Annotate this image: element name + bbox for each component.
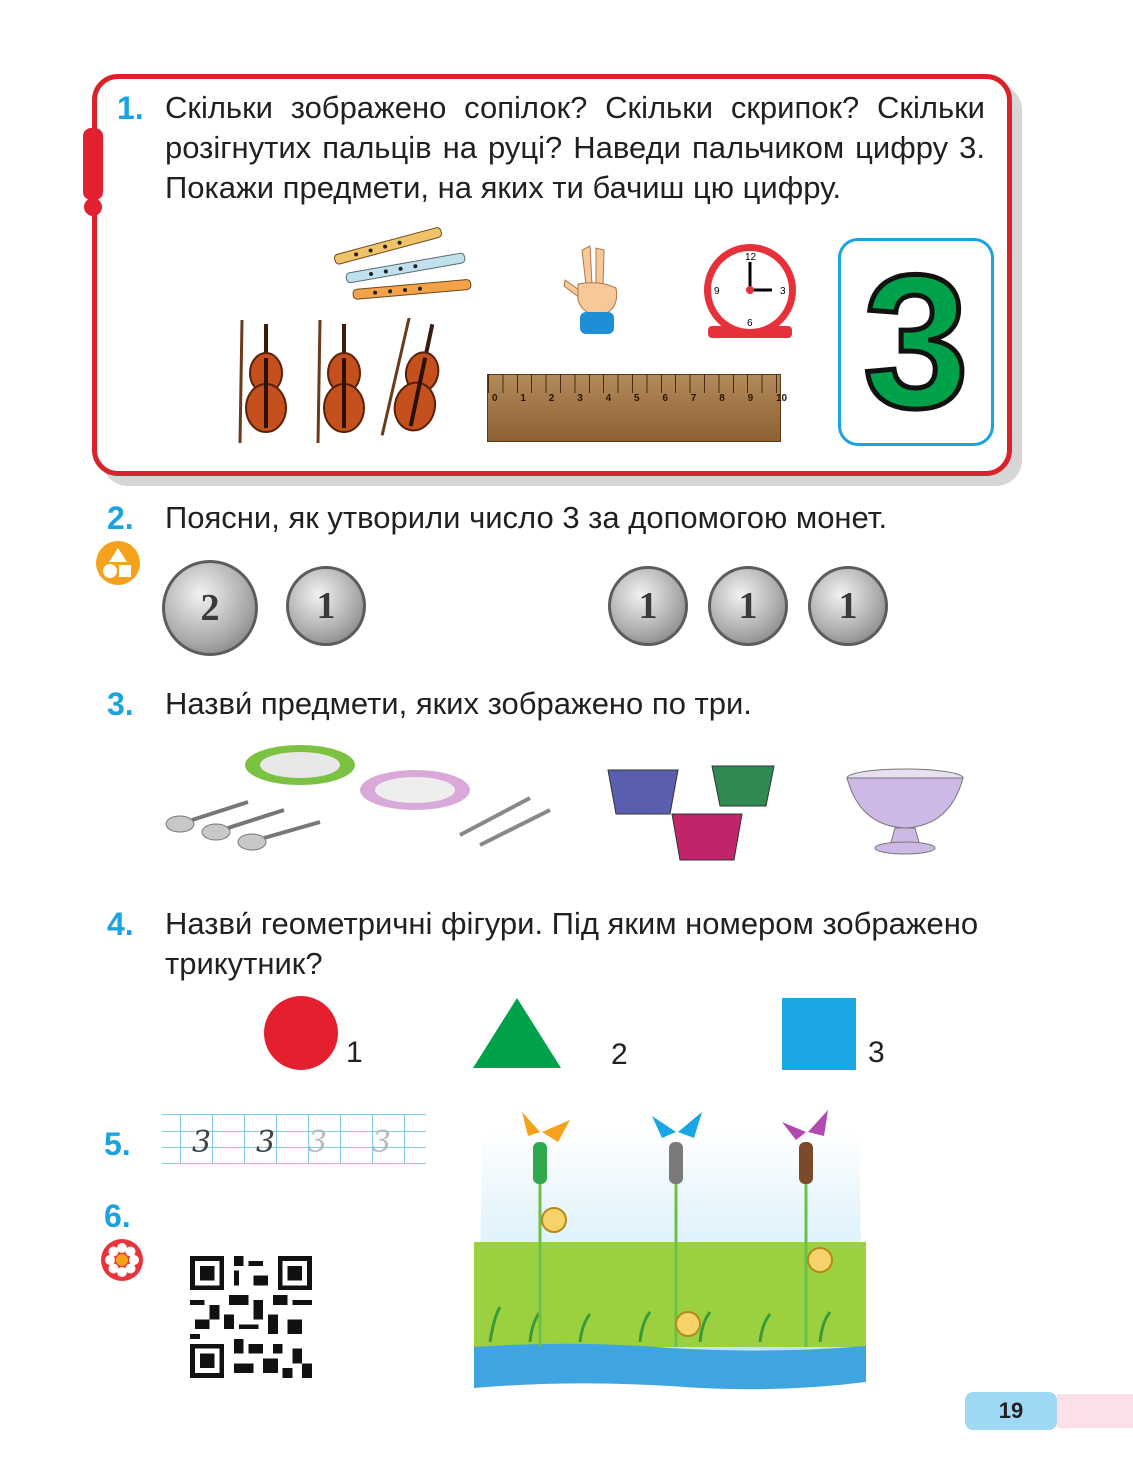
shape-label-2: 2 bbox=[611, 1038, 628, 1071]
flower-badge-icon bbox=[100, 1238, 144, 1282]
clock-icon bbox=[700, 240, 800, 348]
ruler-tick-label: 3 bbox=[577, 393, 583, 404]
task2-text: Поясни, як утворили число 3 за допомогою монет. bbox=[165, 500, 888, 535]
ruler-tick-label: 8 bbox=[719, 393, 725, 404]
svg-text:12: 12 bbox=[745, 252, 757, 263]
shapes-badge-icon bbox=[95, 540, 141, 586]
svg-text:6: 6 bbox=[747, 318, 753, 329]
hand-three-fingers-icon bbox=[560, 240, 630, 340]
pipes-illustration bbox=[325, 225, 475, 305]
task1-number: 1. bbox=[117, 90, 144, 126]
svg-text:3: 3 bbox=[780, 286, 786, 297]
trace-digit[interactable]: 3 bbox=[372, 1125, 392, 1160]
writing-grid bbox=[162, 1114, 426, 1164]
circle-shape bbox=[264, 996, 338, 1070]
ruler-illustration bbox=[487, 374, 788, 442]
svg-text:9: 9 bbox=[714, 286, 720, 297]
exclamation-dot bbox=[84, 198, 102, 216]
violins-illustration bbox=[230, 318, 460, 448]
ruler-tick-label: 6 bbox=[662, 393, 668, 404]
plates-spoons-forks-illustration bbox=[160, 740, 580, 855]
triangle-shape bbox=[473, 998, 561, 1068]
task6-number: 6. bbox=[104, 1198, 131, 1234]
task5-number: 5. bbox=[104, 1126, 131, 1162]
task2-number: 2. bbox=[107, 500, 134, 536]
pond-scene-illustration bbox=[470, 1102, 868, 1394]
coin-one: 1 bbox=[808, 566, 888, 646]
ruler-tick-label: 10 bbox=[776, 393, 788, 404]
ruler-tick-label: 1 bbox=[520, 393, 526, 404]
ruler-tick-label: 9 bbox=[747, 393, 754, 404]
ruler-tick-label: 0 bbox=[492, 393, 498, 404]
qr-code[interactable] bbox=[190, 1256, 312, 1378]
coin-two: 2 bbox=[162, 560, 258, 656]
ruler-tick-label: 4 bbox=[605, 393, 612, 404]
ruler-tick-label: 2 bbox=[548, 393, 555, 404]
task1-text: Скільки зображено сопілок? Скільки скрипок? Скільки розігнутих пальців на руці? Наведи пальчиком цифру 3. Покажи предмети, на яких ти бачиш цю цифру. bbox=[165, 90, 985, 205]
sample-digit: 3 bbox=[192, 1125, 212, 1160]
task3-number: 3. bbox=[107, 686, 134, 722]
task3-text: Назви́ предмети, яких зображено по три. bbox=[165, 686, 752, 721]
exclamation-icon bbox=[83, 128, 103, 200]
task4-text: Назви́ геометричні фігури. Під яким номером зображено трикутник? bbox=[165, 906, 979, 981]
shape-label-3: 3 bbox=[868, 1036, 885, 1069]
coin-one: 1 bbox=[608, 566, 688, 646]
trace-digit[interactable]: 3 bbox=[308, 1125, 328, 1160]
ruler-tick-label: 5 bbox=[634, 393, 640, 404]
page-number: 19 bbox=[965, 1392, 1057, 1430]
ruler-tick-label: 7 bbox=[690, 393, 697, 404]
cups-illustration bbox=[600, 762, 800, 866]
big-digit-card bbox=[838, 238, 994, 446]
shape-label-1: 1 bbox=[346, 1036, 363, 1069]
task4-number: 4. bbox=[107, 906, 134, 942]
page-number-tab bbox=[1057, 1394, 1133, 1428]
bowl-illustration bbox=[840, 766, 970, 858]
square-shape bbox=[782, 998, 856, 1070]
big-digit-three: 3 bbox=[863, 236, 969, 448]
coin-one: 1 bbox=[286, 566, 366, 646]
sample-digit: 3 bbox=[256, 1125, 276, 1160]
coin-one: 1 bbox=[708, 566, 788, 646]
